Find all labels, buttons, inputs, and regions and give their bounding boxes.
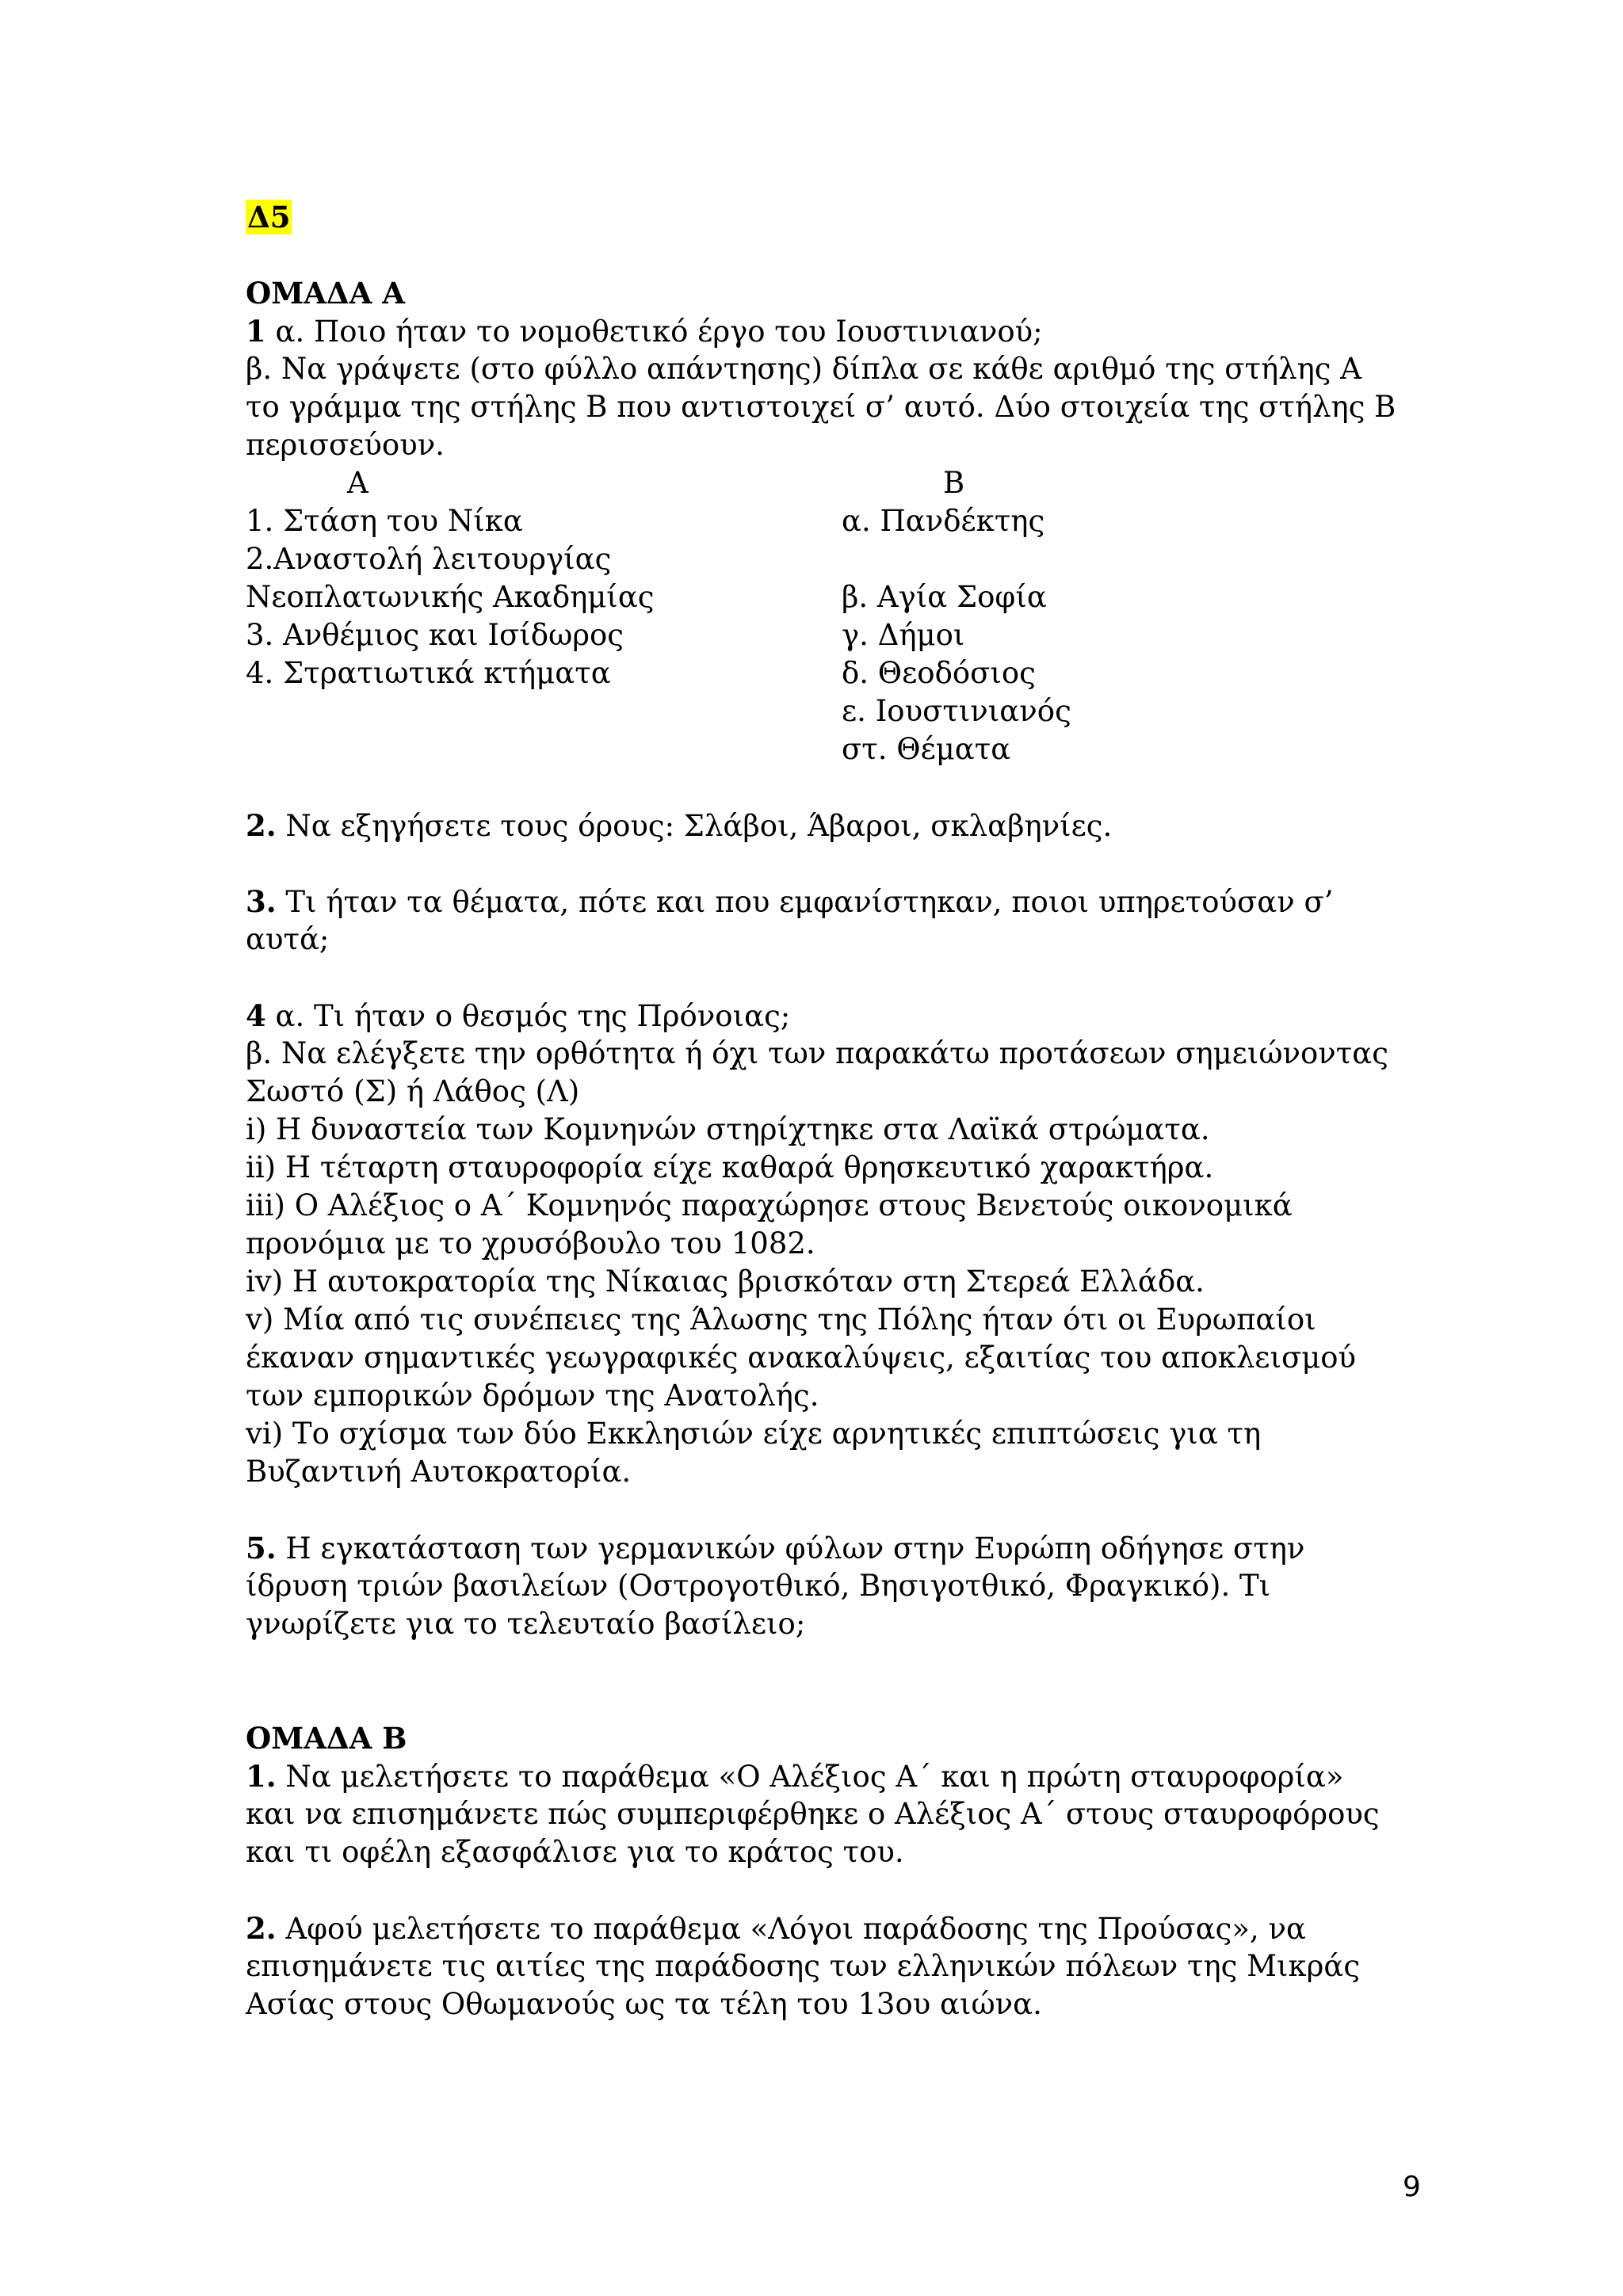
question-a4-line: v) Μία από τις συνέπειες της Άλωσης της Πόλης ήταν ότι οι Ευρωπαίοι bbox=[246, 1302, 1316, 1337]
column-b-header: Β bbox=[943, 466, 965, 500]
question-b2-line: 2. Αφού μελετήσετε το παράθεμα «Λόγοι παράδοσης της Προύσας», να bbox=[246, 1911, 1306, 1946]
column-a-item: 2.Αναστολή λειτουργίας bbox=[246, 542, 612, 576]
question-b1-line: 1. Να μελετήσετε το παράθεμα «Ο Αλέξιος Α΄ και η πρώτη σταυροφορία» bbox=[246, 1759, 1344, 1794]
group-b-title: ΟΜΑΔΑ Β bbox=[246, 1721, 407, 1756]
page-number: 9 bbox=[1403, 2171, 1421, 2203]
column-a-header: Α bbox=[347, 466, 369, 500]
question-a1-line: β. Να γράψετε (στο φύλλο απάντησης) δίπλα σε κάθε αριθμό της στήλης Α bbox=[246, 352, 1362, 386]
question-a4-line: 4 α. Τι ήταν ο θεσμός της Πρόνοιας; bbox=[246, 998, 791, 1033]
column-b-item: α. Πανδέκτης bbox=[842, 504, 1045, 538]
question-a4-line: Βυζαντινή Αυτοκρατορία. bbox=[246, 1455, 632, 1489]
question-a4-line: των εμπορικών δρόμων της Ανατολής. bbox=[246, 1379, 819, 1413]
question-a2: 2. Να εξηγήσετε τους όρους: Σλάβοι, Άβαροι, σκλαβηνίες. bbox=[246, 808, 1113, 843]
question-b1-line: και να επισημάνετε πώς συμπεριφέρθηκε ο Αλέξιος Α΄ στους σταυροφόρους bbox=[246, 1797, 1380, 1831]
column-b-item: γ. Δήμοι bbox=[842, 618, 965, 652]
question-b2-line: επισημάνετε τις αιτίες της παράδοσης των ελληνικών πόλεων της Μικράς bbox=[246, 1949, 1361, 1983]
question-a4-line: έκαναν σημαντικές γεωγραφικές ανακαλύψεις, εξαιτίας του αποκλεισμού bbox=[246, 1341, 1357, 1375]
question-a5-line: γνωρίζετε για το τελευταίο βασίλειο; bbox=[246, 1607, 806, 1641]
question-a4-line: iii) Ο Αλέξιος ο Α΄ Κομνηνός παραχώρησε στους Βενετούς οικονομικά bbox=[246, 1188, 1293, 1222]
question-a5-line: ίδρυση τριών βασιλείων (Οστρογοτθικό, Βησιγοτθικό, Φραγκικό). Τι bbox=[246, 1569, 1271, 1603]
section-tag bbox=[246, 198, 292, 236]
question-a4-line: β. Να ελέγξετε την ορθότητα ή όχι των παρακάτω προτάσεων σημειώνοντας bbox=[246, 1036, 1388, 1070]
group-a-title: ΟΜΑΔΑ Α bbox=[246, 276, 405, 311]
question-number: 2. bbox=[246, 1911, 277, 1946]
question-number: 2. bbox=[246, 808, 277, 843]
question-number: 3. bbox=[246, 884, 277, 919]
question-a4-line: ii) Η τέταρτη σταυροφορία είχε καθαρά θρησκευτικό χαρακτήρα. bbox=[246, 1150, 1214, 1184]
question-number: 5. bbox=[246, 1531, 277, 1566]
question-a4-line: iv) Η αυτοκρατορία της Νίκαιας βρισκόταν στη Στερεά Ελλάδα. bbox=[246, 1264, 1205, 1299]
column-a-item: 3. Ανθέμιος και Ισίδωρος bbox=[246, 618, 624, 652]
question-a4-line: i) Η δυναστεία των Κομνηνών στηρίχτηκε στα Λαϊκά στρώματα. bbox=[246, 1112, 1210, 1146]
column-a-item: 4. Στρατιωτικά κτήματα bbox=[246, 656, 611, 690]
question-b2-line: Ασίας στους Οθωμανούς ως τα τέλη του 13ου αιώνα. bbox=[246, 1987, 1042, 2021]
question-a3-line: αυτά; bbox=[246, 922, 330, 956]
question-number: 1 bbox=[246, 314, 266, 349]
question-a4-line: προνόμια με το χρυσόβουλο του 1082. bbox=[246, 1226, 815, 1261]
question-number: 4 bbox=[246, 998, 266, 1033]
question-a1-line: 1 α. Ποιο ήταν το νομοθετικό έργο του Ιουστινιανού; bbox=[246, 314, 1043, 349]
question-a5-line: 5. Η εγκατάσταση των γερμανικών φύλων στην Ευρώπη οδήγησε στην bbox=[246, 1531, 1305, 1566]
question-a1-line: το γράμμα της στήλης Β που αντιστοιχεί σ’ αυτό. Δύο στοιχεία της στήλης Β bbox=[246, 390, 1396, 424]
highlighted-tag: Δ5 bbox=[247, 200, 291, 235]
column-a-item: 1. Στάση του Νίκα bbox=[246, 504, 523, 538]
question-a4-line: vi) Το σχίσμα των δύο Εκκλησιών είχε αρνητικές επιπτώσεις για τη bbox=[246, 1417, 1262, 1451]
question-a3-line: 3. Τι ήταν τα θέματα, πότε και που εμφανίστηκαν, ποιοι υπηρετούσαν σ’ bbox=[246, 884, 1334, 919]
column-a-item: Νεοπλατωνικής Ακαδημίας bbox=[246, 580, 655, 614]
column-b-item: β. Αγία Σοφία bbox=[842, 580, 1047, 614]
column-b-item: δ. Θεοδόσιος bbox=[842, 656, 1036, 690]
question-a1-line: περισσεύουν. bbox=[246, 428, 445, 462]
question-a4-line: Σωστό (Σ) ή Λάθος (Λ) bbox=[246, 1074, 580, 1108]
column-b-item: ε. Ιουστινιανός bbox=[842, 694, 1071, 728]
question-number: 1. bbox=[246, 1759, 277, 1794]
question-b1-line: και τι οφέλη εξασφάλισε για το κράτος του. bbox=[246, 1835, 904, 1869]
column-b-item: στ. Θέματα bbox=[842, 732, 1011, 766]
